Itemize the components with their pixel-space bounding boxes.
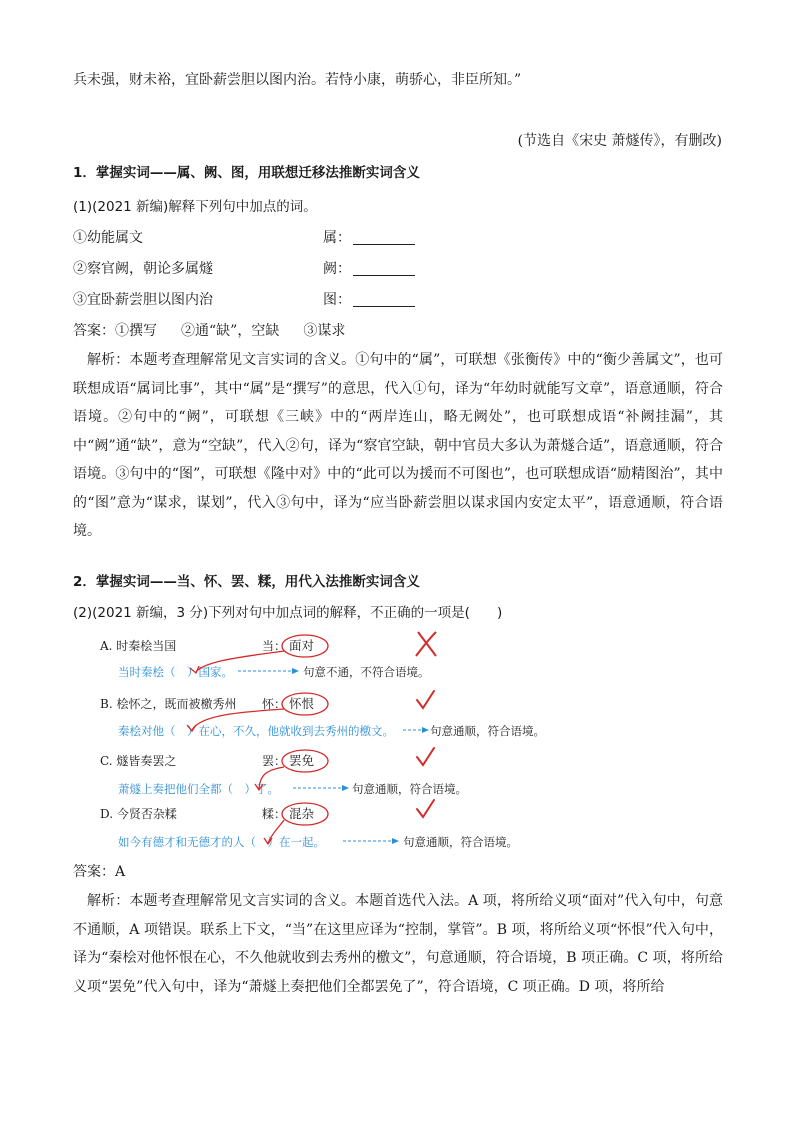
- option-d-word: 糅：: [262, 807, 287, 821]
- option-c-meaning: 罢免: [289, 753, 315, 768]
- option-d-meaning: 混杂: [289, 806, 315, 821]
- item-1-blank: 属：: [323, 228, 415, 248]
- option-d-sentence: D. 今贤否杂糅: [100, 807, 177, 821]
- option-c-translation: 萧燧上奏把他们全都（ ）了。: [118, 782, 279, 796]
- section2-heading: 2．掌握实词——当、怀、罢、糅，用代入法推断实词含义: [73, 574, 420, 590]
- item-2-sentence: ②察官阙，朝论多属燧: [73, 261, 213, 277]
- passage-last-line: 兵未强，财未裕，宜卧薪尝胆以图内治。若恃小康，萌骄心，非臣所知。”: [73, 72, 522, 88]
- section1-question: (1)(2021 新编)解释下列句中加点的词。: [73, 199, 317, 215]
- option-a-result: 句意不通，不符合语境。: [303, 665, 430, 679]
- item-1-sentence: ①幼能属文: [73, 230, 143, 246]
- check-mark-icon: [417, 748, 434, 765]
- section1-analysis: 解析：本题考查理解常见文言实词的含义。①句中的“属”，可联想《张衡传》中的“衡少善属文”，也可联想成语“属词比事”，其中“属”是“撰写”的意思，代入①句，译为“年幼时就能写文章”，语意通顺，符合语境。②句中的“阙”，可联想《三峡》中的“两岸连山，略无阙处”，也可联想成语“补阙挂漏”，其中“阙”通“缺”，意为“空缺”，代入②句，译为“察官空缺，朝中官员大多认为萧燧合适”，语意通顺，符合语境。③句中的“图”，可联想《隆中对》中的“此可以为援而不可图也”，也可联想成语“励精图治”，其中的“图”意为“谋求，谋划”，代入③句中，译为“应当卧薪尝胆以谋求国内安定太平”，语意通顺，符合语境。: [73, 352, 723, 539]
- section2-analysis: 解析：本题考查理解常见文言实词的含义。本题首选代入法。A 项，将所给义项“面对”代入句中，句意不通顺，A 项错误。联系上下文，“当”在这里应译为“控制，掌管”。B 项，将所给义项“怀恨”代入句中，译为“秦桧对他怀恨在心，不久他就收到去秀州的檄文”，句意通顺，符合语境，B 项正确。C 项，将所给义项“罢免”代入句中，译为“萧燧上奏把他们全都罢免了”，符合语境，C 项正确。D 项，将所给: [73, 893, 723, 995]
- option-b-sentence: B. 桧怀之，既而被檄秀州: [100, 697, 237, 711]
- option-b-word: 怀：: [262, 697, 287, 711]
- item-3-blank: 图：: [323, 290, 415, 310]
- item-3-sentence: ③宜卧薪尝胆以图内治: [73, 292, 213, 308]
- source-note: (节选自《宋史 萧燧传》，有删改): [517, 133, 722, 149]
- option-a-sentence: A. 时秦桧当国: [100, 639, 177, 653]
- option-b-translation: 秦桧对他（ ）在心，不久，他就收到去秀州的檄文。: [118, 724, 394, 738]
- option-b-meaning: 怀恨: [289, 696, 315, 711]
- check-mark-icon: [417, 800, 434, 817]
- section2-answer: 答案：A: [73, 864, 126, 880]
- option-c-sentence: C. 燧皆奏罢之: [100, 754, 177, 768]
- item-2-blank: 阙：: [323, 259, 415, 279]
- option-b-result: 句意通顺，符合语境。: [430, 724, 545, 738]
- option-d-translation: 如今有德才和无德才的人（ ）在一起。: [118, 835, 325, 849]
- wrong-mark-icon: [416, 632, 436, 656]
- section1-answer: 答案：①撰写 ②通“缺”，空缺 ③谋求: [73, 323, 346, 339]
- option-a-meaning: 面对: [289, 638, 315, 653]
- section1-heading: 1．掌握实词——属、阙、图，用联想迁移法推断实词含义: [73, 165, 420, 181]
- check-mark-icon: [417, 691, 434, 708]
- option-a-translation: 当时秦桧（ ）国家。: [118, 665, 233, 679]
- section2-question: (2)(2021 新编，3 分)下列对句中加点词的解释，不正确的一项是( ): [73, 605, 503, 621]
- option-c-word: 罢：: [262, 754, 287, 768]
- option-c-result: 句意通顺，符合语境。: [352, 782, 467, 796]
- option-d-result: 句意通顺，符合语境。: [403, 835, 518, 849]
- option-a-word: 当：: [262, 639, 287, 653]
